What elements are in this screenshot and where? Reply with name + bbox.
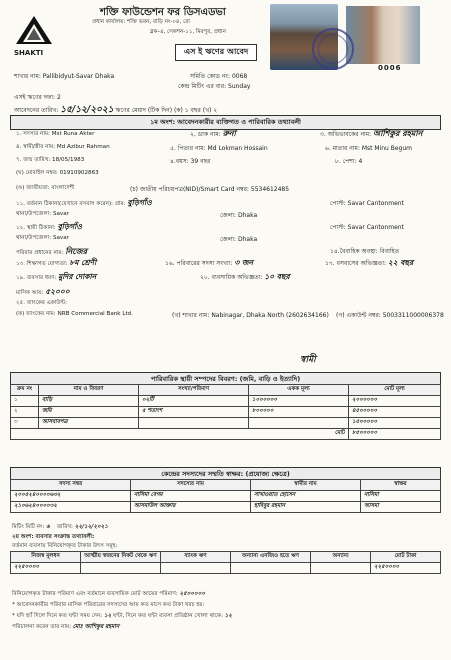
consent-header-row	[11, 480, 441, 491]
row-nationality: (ঙ) জাতীয়তা: বাংলাদেশী	[16, 185, 75, 191]
cell: ২০০৫২৪০০০০৬৩২	[11, 491, 131, 502]
branch-row: শাখার নাম: Pallibidyut-Savar Dhaka	[14, 73, 115, 80]
row-mobile: (ঘ) মোবাইল নম্বর: 01910902863	[16, 170, 99, 176]
cell: ০২টি	[139, 396, 249, 407]
cell: বাড়ি	[39, 396, 139, 407]
cell: ২১০৬২৪০০০০৩২	[11, 502, 131, 513]
cell: ২	[11, 407, 39, 418]
cell	[139, 418, 249, 429]
capital-col-header: ব্যাংক ঋণ	[161, 552, 231, 563]
office-line-1: প্রধান কার্যালয়: শক্তি ভবন, বাড়ি নং-০৪, রো	[92, 19, 190, 25]
row-age: ৪.বয়স: 39 বছর	[170, 158, 211, 165]
row-business-type: ১৯. ব্যবসার ধরণ: মুদির দোকান	[16, 272, 97, 281]
consent-title: কেন্দ্রের সদস্যদের সম্মতি স্বাক্ষর: (প্রযোজ্য ক্ষেত্রে)	[10, 467, 441, 482]
assets-header-row	[11, 385, 441, 396]
table-row	[11, 396, 441, 407]
table-row	[11, 407, 441, 418]
part2-title: ২য় অংশ: ব্যবসার সংক্রান্ত তথ্যাবলী:	[12, 534, 95, 540]
assets-table	[10, 384, 441, 440]
row-mother: ৬. মাতার নাম: Mst Minu Begum	[325, 145, 413, 152]
cell: নাসিমা	[361, 491, 441, 502]
table-row-total	[11, 429, 441, 440]
cell: আসমা	[361, 502, 441, 513]
row-upazila-2: থানা/উপজেলা: Savar	[16, 235, 69, 241]
part2-subtitle: বর্তমান ব্যবসায় বিনিয়োগকৃত টাকার উৎস সমূহ:	[12, 543, 118, 549]
row-monthly-income: মাসিক আয়: ৫২০০০	[16, 287, 70, 296]
row-bank-details: (ক) ব্যাংকের নাম: NRB Commercial Bank Ltd.	[16, 311, 133, 317]
cell	[249, 418, 349, 429]
row-education: ১৩. শিক্ষাগত যোগ্যতা: ৮ম শ্রেণী	[16, 258, 97, 267]
table-row	[11, 491, 441, 502]
row-present-address: ১১. বর্তমান ঠিকানা(যেখানে বসবাস করেন): গ্রাম: বুড়িগাঁও	[16, 198, 152, 207]
capital-table	[10, 551, 441, 574]
meeting-day-row: কেন্দ্র মিটিং এর বার: Sunday	[178, 83, 251, 90]
cell: জমি	[39, 407, 139, 418]
cell: ৩	[11, 418, 39, 429]
center-code-row: সমিতি কোড নং: 0068	[190, 73, 248, 80]
consent-col-header: সদস্য নম্বর	[11, 480, 131, 491]
loan-number-row: এসই ঋণের দফা: 2	[14, 94, 61, 101]
row-bank-heading: ২৫. ব্যাংকের একাউন্ট:	[16, 300, 68, 306]
table-row	[11, 418, 441, 429]
cell: ৫ শতাংশ	[139, 407, 249, 418]
row-occupation: ৮. পেশা: 4	[335, 158, 363, 165]
apply-date-row: আবেদনের তারিখ: ১৫/১২/২০২১ ঋণের মেয়াদ (টিক দিন) (ক) ১ বছর (খ) ২	[14, 105, 218, 115]
office-stamp-inner	[318, 34, 348, 64]
consent-col-header: সদস্যের নাম	[131, 480, 251, 491]
row-nickname: ২. ডাক নাম: রুনা	[190, 128, 236, 138]
row-father: ৫. পিতার নাম: Md Lokman Hossain	[170, 145, 268, 152]
assets-title: পারিবারিক স্থায়ী সম্পদের বিবরণ: (জমি, বাড়ি ও ইত্যাদি)	[10, 372, 441, 387]
family-photo	[346, 6, 420, 64]
table-row	[11, 502, 441, 513]
cell	[81, 563, 161, 574]
assets-col-header: সংখ্যা/পরিমাণ	[139, 385, 249, 396]
org-name: শক্তি ফাউন্ডেশন ফর ডিসএডভা	[100, 7, 226, 18]
cell: আসবাবপত্র	[39, 418, 139, 429]
cell: হাবিবুর রহমান	[251, 502, 361, 513]
assets-col-header: একক মূল্য	[249, 385, 349, 396]
row-account: (গ) একাউন্ট নম্বর: 5003311000006378	[336, 312, 444, 319]
capital-header-row	[11, 552, 441, 563]
expense-note: * আবেদনকারীর পরিবার মাসিক পরিবারের সদস্যদের আয় কত মাসে কত টাকা খরচ হয়:	[12, 602, 205, 608]
cell: আসমাউল আক্তার	[131, 502, 251, 513]
row-family-members: ১৬. পরিবারের সদস্য সংখ্যা: ৩ জন	[165, 258, 254, 267]
row-name: ১. সদস্যর নাম: Mst Runa Akter	[16, 131, 95, 137]
assets-col-header: ক্রম নং	[11, 385, 39, 396]
spouse-signature: স্বামী	[300, 355, 316, 365]
assets-col-header: মোট মূল্য	[349, 385, 441, 396]
row-marital: ১৪.বৈবাহিক অবস্থা: বিবাহিত	[330, 248, 400, 255]
capital-col-header: আত্মীয় স্বজনের নিকট থেকে ঋণ	[81, 552, 161, 563]
row-years: ১৭. বসবাসের অভিজ্ঞতা: ২২ বছর	[325, 258, 414, 267]
consent-col-header: স্বাক্ষর	[361, 480, 441, 491]
capital-col-header: মোট টাকা	[371, 552, 441, 563]
row-district: জেলা: Dhaka	[220, 212, 258, 219]
cell: ৮০০০০০	[249, 407, 349, 418]
loan-form-title: এস ই ঋণের আবেদ	[175, 44, 257, 61]
cell: ২০০০০০০	[349, 396, 441, 407]
row-post: পোস্ট: Savar Cantonment	[330, 200, 404, 207]
member-number: 0006	[378, 64, 402, 72]
row-guardian: ৩. অভিভাবকের নাম: আশিকুর রহমান	[320, 128, 423, 138]
total-value: ৮৫০০০০০	[349, 429, 441, 440]
capital-col-header: অন্যান্য এনজিও হতে ঋণ	[231, 552, 311, 563]
consent-col-header: স্বামীর নাম	[251, 480, 361, 491]
cell: সাখাওয়াত হোসেন	[251, 491, 361, 502]
cell: ১	[11, 396, 39, 407]
row-permanent-address: ১২. স্থায়ী ঠিকানা: বুড়িগাঁও	[16, 222, 82, 231]
cell	[231, 563, 311, 574]
total-label: মোট	[11, 429, 349, 440]
part1-title: ১ম অংশ: আবেদনকারীর ব্যক্তিগত ও পারিবারিক তথ্যাবলী	[10, 115, 441, 130]
cell: ২২৫০০০০	[371, 563, 441, 574]
capital-col-header: নিজস্ব মূলধন	[11, 552, 81, 563]
row-district-2: জেলা: Dhaka	[220, 236, 258, 243]
cell: ১৫০০০০০	[349, 418, 441, 429]
cell	[161, 563, 231, 574]
capital-col-header: অন্যান্য	[311, 552, 371, 563]
cell: নাসিমা বেগম	[131, 491, 251, 502]
manager-note: পরিচালনা করেন তার নাম: মোঃ আশিকুর রহমান	[12, 624, 120, 630]
row-spouse: ৪. স্বামী/স্ত্রীর নাম: Md Azibur Rahman	[16, 144, 110, 150]
row-business-exp: ২০. ব্যবসায়িক অভিজ্ঞতা: ১০ বছর	[200, 272, 290, 281]
table-row	[11, 563, 441, 574]
cell	[311, 563, 371, 574]
row-nid: (চ) জাতীয় পরিচয়পত্র(NID)/Smart Card নম্বর: 5534612485	[130, 186, 290, 193]
row-family-head: পরিবার প্রধানের নাম: নিজের	[16, 246, 88, 256]
cell: ৪৫০০০০০	[349, 407, 441, 418]
row-bank-branch: (খ) শাখার নাম: Nabinagar, Dhaka North (2602634166)	[172, 312, 329, 319]
office-line-2: ব্লক-এ, সেকশন-১১, মিরপুর, প্রধান	[150, 29, 226, 35]
cell: ২২৫০০০০	[11, 563, 81, 574]
row-upazila: থানা/উপজেলা: Savar	[16, 211, 69, 217]
consent-table	[10, 479, 441, 513]
assets-col-header: নাম ও বিবরণ	[39, 385, 139, 396]
row-dob: ৭. জন্ম তারিখ: 18/05/1983	[16, 157, 85, 163]
investment-note: বিনিয়োগকৃত টাকার পরিমাণ এবং বর্তমানে ব্যবসায়িক মোট আয়ের পরিমাণ: ২৫০০০০০	[12, 591, 205, 597]
hours-note: * যদি হ্যাঁ দিলে দিনে কত ঘন্টা সময় দেন: ১২ ঘন্টা, দিনে কত ঘন্টা ব্যবসা প্রতিষ্ঠান খোলা থাকে: ১২	[12, 613, 232, 619]
meeting-row: মিটিং মিটি নং: ৬ তারিখ: ২২/১২/২০২১	[12, 524, 108, 530]
logo-text: SHAKTI	[14, 49, 44, 57]
cell: ১০০০০০০	[249, 396, 349, 407]
row-post-2: পোস্ট: Savar Cantonment	[330, 224, 404, 231]
